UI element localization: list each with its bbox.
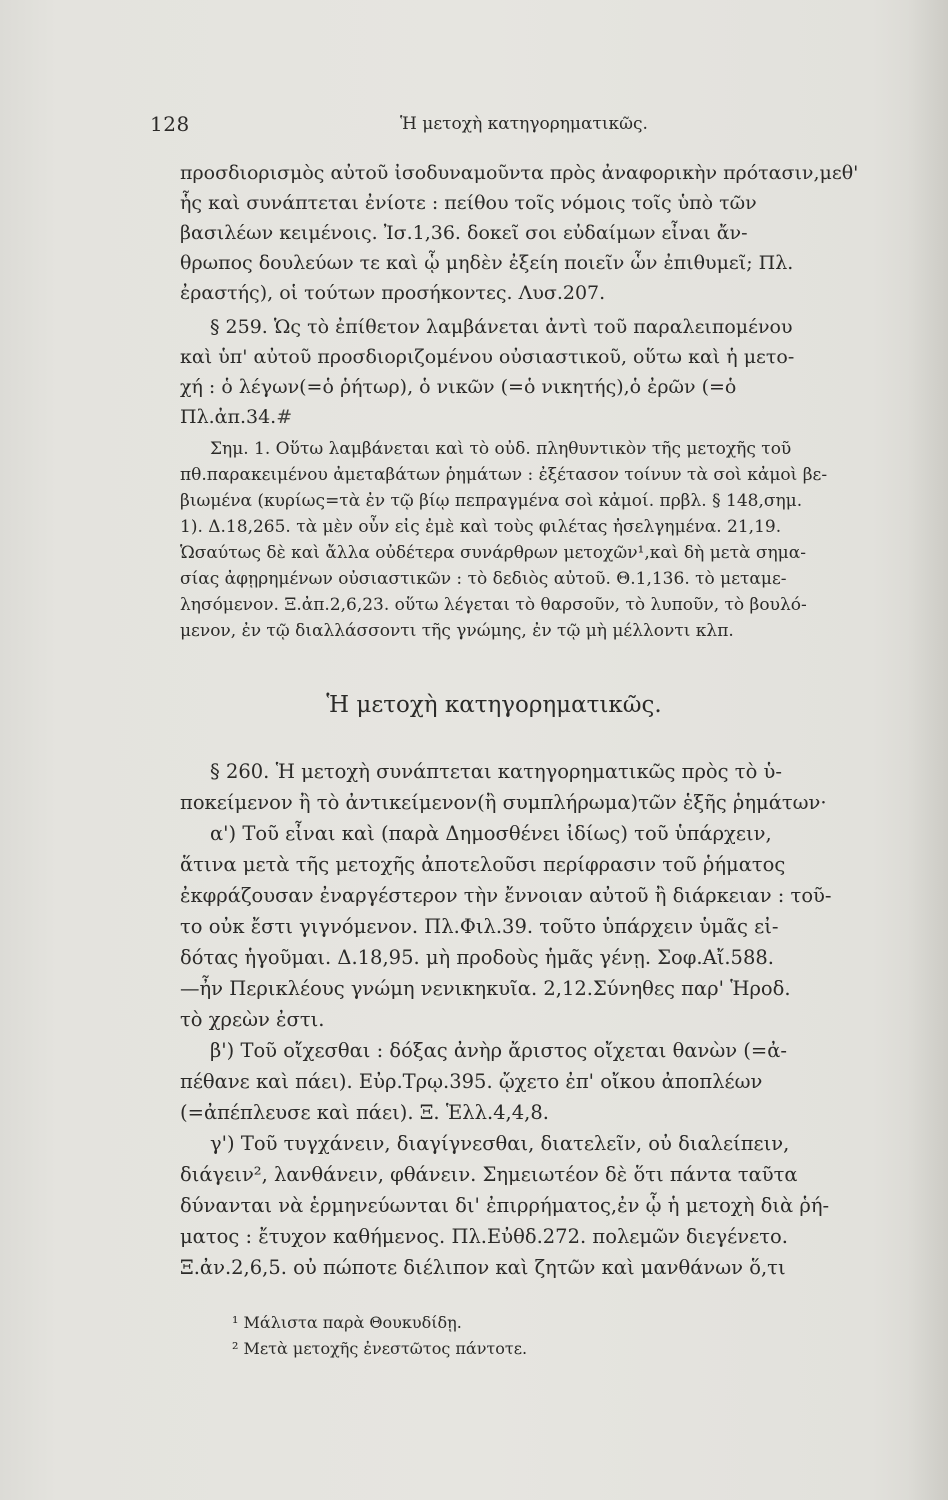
- text-line: α') Τοῦ εἶναι καὶ (παρὰ Δημοσθένει ἰδίως) τοῦ ὑπάρχειν,: [210, 822, 772, 845]
- text-line: τὸ χρεὼν ἐστι.: [180, 1008, 325, 1031]
- text-line: δότας ἡγοῦμαι. Δ.18,95. μὴ προδοὺς ἡμᾶς γένῃ. Σοφ.Αἴ.588.: [180, 946, 774, 969]
- section-heading: Ἡ μετοχὴ κατηγορηματικῶς.: [326, 692, 662, 718]
- note-line: σίας ἀφῃρημένων οὐσιαστικῶν : τὸ δεδιὸς αὐτοῦ. Θ.1,136. τὸ μεταμε-: [180, 569, 787, 589]
- text-line: καὶ ὑπ' αὐτοῦ προσδιοριζομένου οὐσιαστικοῦ, οὕτω καὶ ἡ μετο-: [180, 346, 795, 368]
- footnote-2: ² Μετὰ μετοχῆς ἐνεστῶτος πάντοτε.: [232, 1339, 528, 1358]
- text-line: χή : ὁ λέγων(=ὁ ῥήτωρ), ὁ νικῶν (=ὁ νικητής),ὁ ἐρῶν (=ὁ: [180, 376, 737, 398]
- text-line: προσδιορισμὸς αὐτοῦ ἰσοδυναμοῦντα πρὸς ἀναφορικὴν πρότασιν,μεθ': [180, 162, 859, 184]
- note-line: βιωμένα (κυρίως=τὰ ἐν τῷ βίῳ πεπραγμένα σοὶ κἀμοί. πρβλ. § 148,σημ.: [180, 491, 803, 511]
- text-line: θρωπος δουλεύων τε καὶ ᾧ μηδὲν ἐξείη ποιεῖν ὧν ἐπιθυμεῖ; Πλ.: [180, 252, 794, 274]
- note-line: μενον, ἐν τῷ διαλλάσσοντι τῆς γνώμης, ἐν τῷ μὴ μέλλοντι κλπ.: [180, 621, 734, 641]
- text-block-top: [180, 158, 908, 432]
- page-number: 128: [150, 112, 190, 136]
- note-line: πθ.παρακειμένου ἀμεταβάτων ῥημάτων : ἐξέτασον τοίνυν τὰ σοὶ κἀμοὶ βε-: [180, 465, 828, 485]
- text-line: ποκείμενον ἢ τὸ ἀντικείμενον(ἢ συμπλήρωμα)τῶν ἑξῆς ῥημάτων·: [180, 791, 827, 814]
- running-head: Ἡ μετοχὴ κατηγορηματικῶς.: [400, 114, 648, 134]
- text-line: ἅτινα μετὰ τῆς μετοχῆς ἀποτελοῦσι περίφρασιν τοῦ ῥήματος: [180, 853, 786, 876]
- text-line: Ξ.ἀν.2,6,5. οὐ πώποτε διέλιπον καὶ ζητῶν καὶ μανθάνων ὅ,τι: [180, 1256, 786, 1279]
- note-line: 1). Δ.18,265. τὰ μὲν οὖν εἰς ἐμὲ καὶ τοὺς φιλέτας ἠσελγημένα. 21,19.: [180, 517, 782, 537]
- text-line: ἐραστής), οἱ τούτων προσήκοντες. Λυσ.207.: [180, 282, 606, 304]
- text-block-260: [180, 756, 908, 1283]
- text-line: δύνανται νὰ ἑρμηνεύωνται δι' ἐπιρρήματος,ἐν ᾧ ἡ μετοχὴ διὰ ῥή-: [180, 1194, 830, 1217]
- note-line: λησόμενον. Ξ.ἀπ.2,6,23. οὕτω λέγεται τὸ θαρσοῦν, τὸ λυποῦν, τὸ βουλό-: [180, 595, 807, 615]
- text-line: —ἦν Περικλέους γνώμη νενικηκυῖα. 2,12.Σύνηθες παρ' Ἡροδ.: [180, 977, 791, 1000]
- note-line: Σημ. 1. Οὕτω λαμβάνεται καὶ τὸ οὐδ. πληθυντικὸν τῆς μετοχῆς τοῦ: [210, 439, 792, 459]
- text-line: ματος : ἔτυχον καθήμενος. Πλ.Εὐθδ.272. πολεμῶν διεγένετο.: [180, 1225, 788, 1248]
- text-line: ἐκφράζουσαν ἐναργέστερον τὴν ἔννοιαν αὐτοῦ ἢ διάρκειαν : τοῦ-: [180, 884, 832, 907]
- text-line: ἧς καὶ συνάπτεται ἐνίοτε : πείθου τοῖς νόμοις τοῖς ὑπὸ τῶν: [180, 192, 757, 214]
- page-edge-shadow: [908, 0, 948, 1500]
- text-line: το οὐκ ἔστι γιγνόμενον. Πλ.Φιλ.39. τοῦτο ὑπάρχειν ὑμᾶς εἰ-: [180, 915, 779, 938]
- footnote-1: ¹ Μάλιστα παρὰ Θουκυδίδῃ.: [232, 1313, 462, 1332]
- page-header: [150, 112, 890, 142]
- text-line: γ') Τοῦ τυγχάνειν, διαγίγνεσθαι, διατελεῖν, οὐ διαλείπειν,: [210, 1132, 790, 1155]
- text-fragment: Πλ.ἀπ.34.: [180, 406, 277, 428]
- footnotes: [232, 1310, 527, 1362]
- text-line: διάγειν², λανθάνειν, φθάνειν. Σημειωτέον δὲ ὅτι πάντα ταῦτα: [180, 1163, 798, 1186]
- text-line: [180, 402, 908, 432]
- text-line-section-259: § 259. Ὡς τὸ ἐπίθετον λαμβάνεται ἀντὶ τοῦ παραλειπομένου: [210, 316, 793, 338]
- text-line: (=ἀπέπλευσε καὶ πάει). Ξ. Ἑλλ.4,4,8.: [180, 1101, 549, 1124]
- text-line: βασιλέων κειμένοις. Ἰσ.1,36. δοκεῖ σοι εὐδαίμων εἶναι ἄν-: [180, 222, 748, 244]
- handwritten-mark: #: [276, 406, 293, 428]
- text-line-section-260: § 260. Ἡ μετοχὴ συνάπτεται κατηγορηματικῶς πρὸς τὸ ὑ-: [210, 760, 782, 783]
- note-line: Ὡσαύτως δὲ καὶ ἄλλα οὐδέτερα συνάρθρων μετοχῶν¹,καὶ δὴ μετὰ σημα-: [180, 543, 806, 563]
- text-line: β') Τοῦ οἴχεσθαι : δόξας ἀνὴρ ἄριστος οἴχεται θανὼν (=ἀ-: [210, 1039, 788, 1062]
- text-line: πέθανε καὶ πάει). Εὐρ.Τρῳ.395. ᾤχετο ἐπ' οἴκου ἀποπλέων: [180, 1070, 763, 1093]
- note-block-259: [180, 436, 908, 644]
